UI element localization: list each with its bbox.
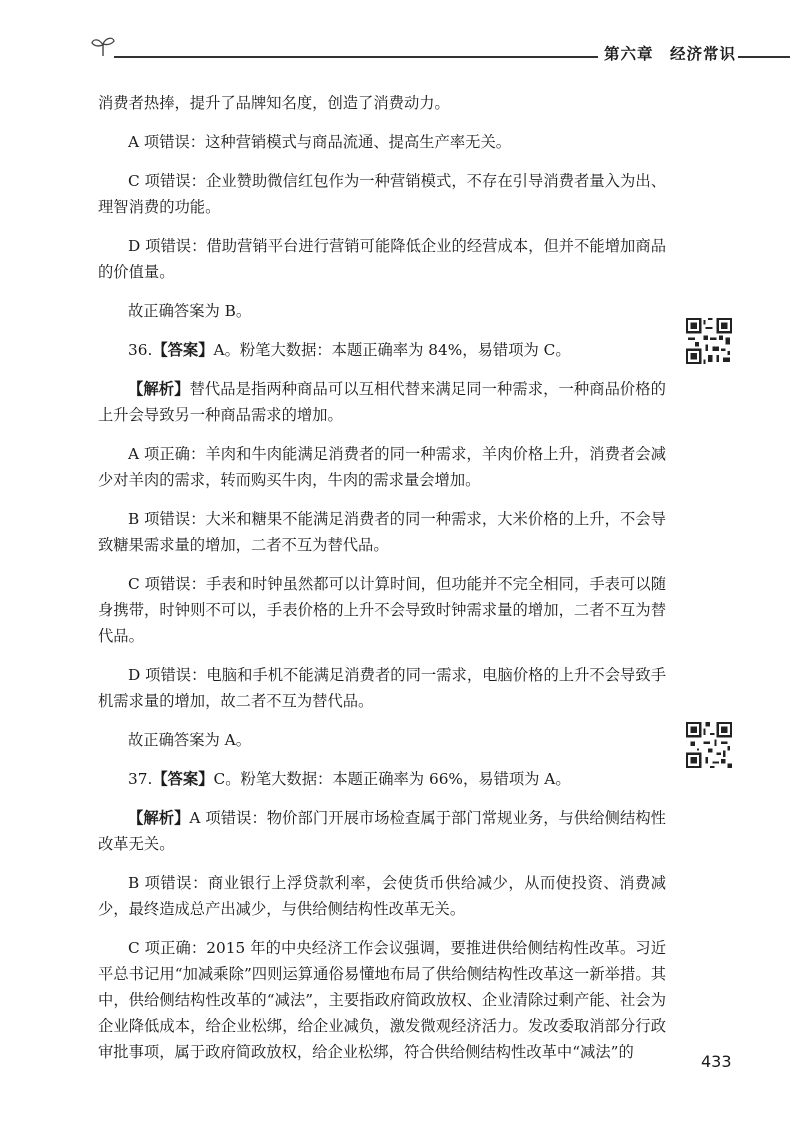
analysis-text: 替代品是指两种商品可以互相代替来满足同一种需求，一种商品价格的上升会导致另一种商品需求的增加。 [98,380,666,424]
qr-code-icon[interactable] [686,722,732,768]
header-rule-right [738,56,790,58]
paragraph: C 项正确：2015 年的中央经济工作会议强调，要推进供给侧结构性改革。习近平总书记用“加减乘除”四则运算通俗易懂地布局了供给侧结构性改革这一新举措。其中，供给侧结构性改革的“减法”，主要指政府简政放权、企业清除过剩产能、社会为企业降低成本，给企业松绑，给企业减负，激发微观经济活力。发改委取消部分行政审批事项，属于政府简政放权，给企业松绑，符合供给侧结构性改革中“减法”的 [98,939,666,1061]
analysis-text: A 项错误：物价部门开展市场检查属于部门常规业务，与供给侧结构性改革无关。 [98,809,666,853]
analysis-paragraph [98,805,666,857]
answer-tag: 【答案】 [152,341,214,359]
paragraph: 消费者热捧，提升了品牌知名度，创造了消费动力。 [98,94,450,112]
paragraph: A 项正确：羊肉和牛肉能满足消费者的同一种需求，羊肉价格上升，消费者会减少对羊肉的需求，转而购买牛肉，牛肉的需求量会增加。 [98,445,666,489]
header-rule-segment [584,56,598,58]
question-number: 37. [128,770,153,788]
paragraph: 故正确答案为 B。 [128,302,252,320]
answer-line [98,766,666,792]
page-header [90,34,790,64]
paragraph: B 项错误：大米和糖果不能满足消费者的同一种需求，大米价格的上升，不会导致糖果需求量的增加，二者不互为替代品。 [98,510,666,554]
question-number: 36. [128,341,153,359]
page-body [98,90,666,1078]
paragraph: C 项错误：企业赞助微信红包作为一种营销模式，不存在引导消费者量入为出、理智消费的功能。 [98,172,666,216]
answer-tag: 【答案】 [152,770,214,788]
analysis-paragraph [98,376,666,428]
qr-code-icon[interactable] [686,318,732,364]
answer-text: A。粉笔大数据：本题正确率为 84%，易错项为 C。 [213,341,571,359]
chapter-title: 第六章 经济常识 [604,45,737,63]
header-rule [114,56,584,58]
answer-text: C。粉笔大数据：本题正确率为 66%，易错项为 A。 [213,770,571,788]
paragraph: C 项错误：手表和时钟虽然都可以计算时间，但功能并不完全相同，手表可以随身携带，时钟则不可以，手表价格的上升不会导致时钟需求量的增加，二者不互为替代品。 [98,575,666,645]
page-number: 433 [701,1052,732,1071]
paragraph: D 项错误：借助营销平台进行营销可能降低企业的经营成本，但并不能增加商品的价值量。 [98,237,666,281]
answer-line [98,337,666,363]
paragraph: A 项错误：这种营销模式与商品流通、提高生产率无关。 [128,133,512,151]
analysis-tag: 【解析】 [128,809,190,827]
paragraph: D 项错误：电脑和手机不能满足消费者的同一需求，电脑价格的上升不会导致手机需求量的增加，故二者不互为替代品。 [98,666,666,710]
analysis-tag: 【解析】 [128,380,190,398]
sprout-icon [90,36,116,58]
paragraph: B 项错误：商业银行上浮贷款利率，会使货币供给减少，从而使投资、消费减少，最终造成总产出减少，与供给侧结构性改革无关。 [98,874,666,918]
paragraph: 故正确答案为 A。 [128,731,251,749]
